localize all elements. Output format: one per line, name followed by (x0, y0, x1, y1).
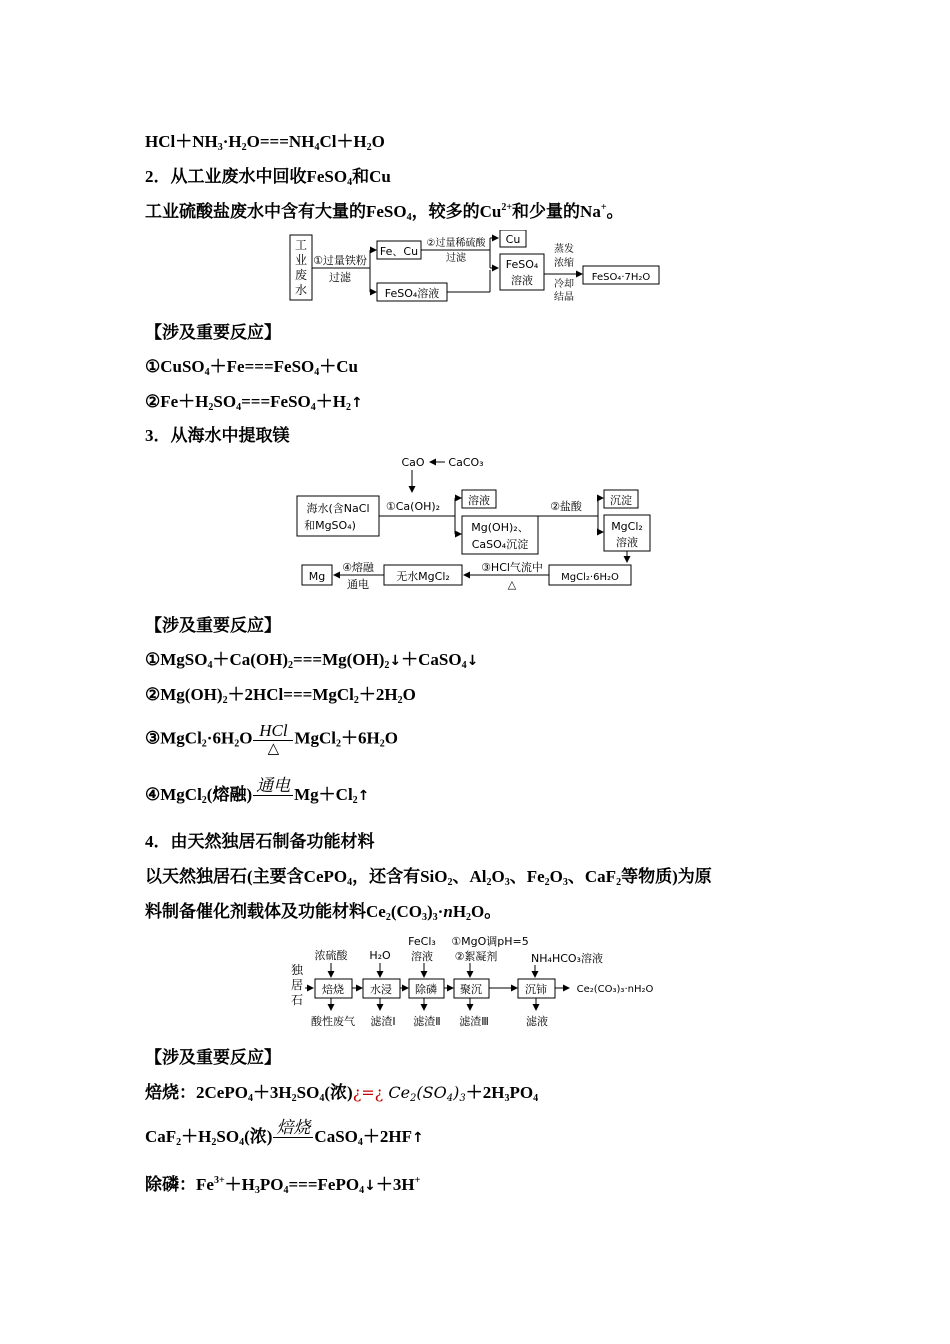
seawater-2: 和MgSO₄) (304, 519, 356, 532)
feso4-box-2: 溶液 (511, 274, 533, 287)
filtrate-box: FeSO₄溶液 (384, 287, 440, 300)
reagent-4b: ②絮凝剂 (454, 950, 498, 963)
cu-box: Cu (505, 233, 521, 246)
reagent-1: 浓硫酸 (314, 949, 348, 962)
feso4-box-1: FeSO₄ (505, 258, 539, 271)
reagent-5: NH₄HCO₃溶液 (531, 952, 603, 965)
step-dephos: 除磷 (415, 983, 437, 996)
step2-label: ②过量稀硫酸 (426, 238, 486, 249)
product-label: Ce₂(CO₃)₃·nH₂O (576, 984, 654, 995)
step-roast: 焙烧 (322, 983, 344, 996)
step1-label: ①Ca(OH)₂ (385, 500, 441, 513)
reagent-2: H₂O (369, 949, 391, 962)
paragraph-section-2: 工业硫酸盐废水中含有大量的FeSO$_4$，较多的$Cu^{2+}$和少量的Na+。 (145, 202, 624, 223)
reaction-3-1: 焙烧：$2CePO_4+3H_2SO_4$(浓)¿=¿ $Ce_2(SO_4)_3+2H_3PO_4$ (145, 1083, 539, 1104)
step4-label: ④熔融 (342, 561, 374, 574)
reagent-3b: 溶液 (411, 950, 433, 963)
precip-2: CaSO₄沉淀 (471, 538, 529, 551)
cao-label: CaO (401, 456, 425, 469)
paragraph-4a: 以天然独居石(主要含CePO$_4$，还含有SiO$_2$、$Al_2O_3$、$Fe_2O_3$、CaF$_2$等物质)为原 (145, 867, 712, 888)
step-flocculate: 聚沉 (460, 983, 482, 996)
waste-5: 滤液 (526, 1015, 548, 1028)
reaction-1-2: $②Fe+H_2SO_4===FeSO_4+H_2↑$ (145, 392, 363, 413)
step-precip-ce: 沉铈 (525, 983, 547, 996)
waste-1: 酸性废气 (311, 1015, 355, 1028)
waste-3: 滤渣Ⅱ (413, 1015, 441, 1028)
flowchart-feso4-cu (0, 230, 950, 305)
anhydrous-box: 无水MgCl₂ (396, 570, 450, 583)
ore-3: 石 (290, 993, 304, 1007)
step-leach: 水浸 (370, 983, 392, 996)
evap3: 冷却 (554, 279, 574, 290)
step3-label: ③HCl气流中 (481, 561, 543, 574)
product-box: FeSO₄·7H₂O (591, 272, 651, 283)
mgcl2-box-1: MgCl₂ (611, 520, 643, 533)
evap4: 结晶 (554, 292, 574, 303)
step4b-label: 通电 (347, 578, 369, 591)
mg-box: Mg (308, 570, 326, 583)
ore-1: 独 (290, 963, 304, 977)
react-title-1: 【涉及重要反应】 (145, 323, 281, 342)
svg-text:废: 废 (294, 268, 308, 282)
evap2: 浓缩 (554, 258, 574, 269)
reaction-3-3: 除磷：$Fe^{3+}+H_3PO_4===FePO_4↓+3H^+$ (145, 1175, 421, 1196)
equation-nh4cl: $HCl+NH_3\cdot H_2O===NH_4Cl+H_2O$ (145, 132, 385, 153)
reagent-3a: FeCl₃ (408, 935, 436, 948)
reaction-3-2: $CaF_2+H_2SO_4$(浓) 焙烧 CaSO$_4$＋2HF↑ (145, 1117, 424, 1148)
seawater-1: 海水(含NaCl (306, 502, 370, 515)
paragraph-4b: 料制备催化剂载体及功能材料$Ce_2(CO_3)_3\cdot nH_2O$。 (145, 902, 502, 923)
flowchart-cerium (0, 932, 950, 1032)
react-title-2: 【涉及重要反应】 (145, 616, 281, 635)
svg-text:水: 水 (294, 283, 308, 297)
waste-4: 滤渣Ⅲ (459, 1015, 489, 1028)
react-title-3: 【涉及重要反应】 (145, 1048, 281, 1067)
flowchart-magnesium (0, 452, 950, 592)
heading-section-4: 4．由天然独居石制备功能材料 (145, 832, 375, 851)
svg-text:业: 业 (294, 253, 308, 267)
source-char: 工 (294, 238, 308, 252)
precip-box: 沉淀 (610, 494, 632, 507)
reagent-4a: ①MgO调pH=5 (451, 935, 529, 948)
ore-2: 居 (290, 978, 304, 992)
evap1: 蒸发 (554, 244, 574, 255)
reaction-2-3: $③MgCl_2\cdot 6H_2O$ $\frac{\text{HCl}}{\triangle}$ $MgCl_2+6H_2O$ (145, 721, 398, 757)
reaction-2-1: $①MgSO_4+Ca(OH)_2===Mg(OH)_2↓+CaSO_4↓$ (145, 650, 479, 671)
reaction-2-4: ④MgCl$_2$(熔融) 通电 $Mg+Cl_2↑$ (145, 775, 370, 806)
mix-box: Fe、Cu (379, 245, 419, 258)
caco3-label: CaCO₃ (448, 456, 484, 469)
mgcl2-box-2: 溶液 (616, 536, 638, 549)
step3b-label: △ (507, 578, 517, 591)
reaction-1-1: ①CuSO$_4$＋Fe===FeSO$_4$＋Cu (145, 357, 358, 378)
hydrate-box: MgCl₂·6H₂O (561, 572, 619, 583)
heading-section-2: 2．从工业废水中回收FeSO$_4$和Cu (145, 167, 391, 188)
step2b-label: 过滤 (446, 253, 466, 264)
reaction-2-2: $②Mg(OH)_2+2HCl===MgCl_2+2H_2O$ (145, 685, 416, 706)
step1b-label: 过滤 (329, 271, 351, 284)
step2-label: ②盐酸 (550, 500, 582, 513)
precip-1: Mg(OH)₂、 (471, 521, 529, 534)
waste-2: 滤渣Ⅰ (370, 1015, 396, 1028)
step1-label: ①过量铁粉 (313, 254, 367, 267)
solution-box: 溶液 (468, 494, 490, 507)
heading-section-3: 3．从海水中提取镁 (145, 426, 290, 445)
